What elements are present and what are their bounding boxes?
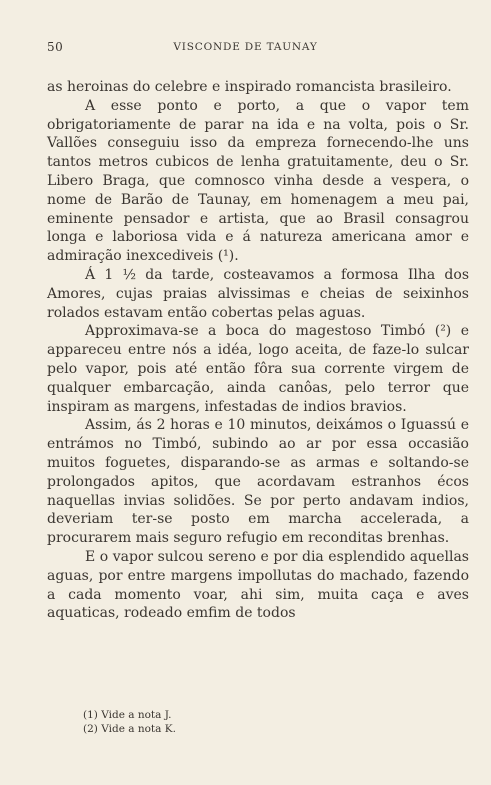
running-head [47, 40, 444, 56]
paragraph-3: Á 1 ½ da tarde, costeavamos a formosa Ilha dos Amores, cujas praias alvissimas e cheias de seixinhos rolados estavam então cobertas pelas aguas. [47, 266, 469, 321]
footnote-1: (1) Vide a nota J. [83, 709, 172, 721]
paragraph-2: A esse ponto e porto, a que o vapor tem obrigatoriamente de parar na ida e na volta, pois o Sr. Vallões conseguiu isso da empreza fornecendo-lhe uns tantos metros cubicos de lenha gratuitamente, deu o Sr. Libero Braga, que comnosco vinha desde a vespera, o nome de Barão de Taunay, em homenagem a meu pai, eminente pensador e artista, que ao Brasil consagrou longa e laboriosa vida e á natureza americana amor e admiração inexcediveis (¹). [47, 97, 469, 265]
paragraph-5: Assim, ás 2 horas e 10 minutos, deixámos o Iguassú e entrámos no Timbó, subindo ao ar por essa occasião muitos foguetes, disparando-se as armas e soltando-se prolongados apitos, que acordavam estranhos écos naquellas invias solidões. Se por perto andavam indios, deveriam ter-se posto em marcha accelerada, a procurarem mais seguro refugio em reconditas brenhas. [47, 417, 469, 547]
footnote-2: (2) Vide a nota K. [83, 723, 176, 735]
paragraph-1: as heroinas do celebre e inspirado romancista brasileiro. [47, 79, 452, 95]
running-title: VISCONDE DE TAUNAY [173, 41, 318, 53]
paragraph-4: Approximava-se a boca do magestoso Timbó (²) e appareceu entre nós a idéa, logo aceita, de faze-lo sulcar pelo vapor, pois até então fôra sua corrente virgem de qualquer embarcação, ainda canôas, pelo terror que inspiram as margens, infestadas de indios bravios. [47, 323, 469, 415]
body-text [47, 78, 469, 623]
page-number: 50 [47, 40, 64, 54]
paragraph-6: E o vapor sulcou sereno e por dia esplendido aquellas aguas, por entre margens impollutas do machado, fazendo a cada momento voar, ahi sim, muita caça e aves aquaticas, rodeado emfim de todos [47, 548, 469, 622]
footnotes [83, 708, 176, 736]
